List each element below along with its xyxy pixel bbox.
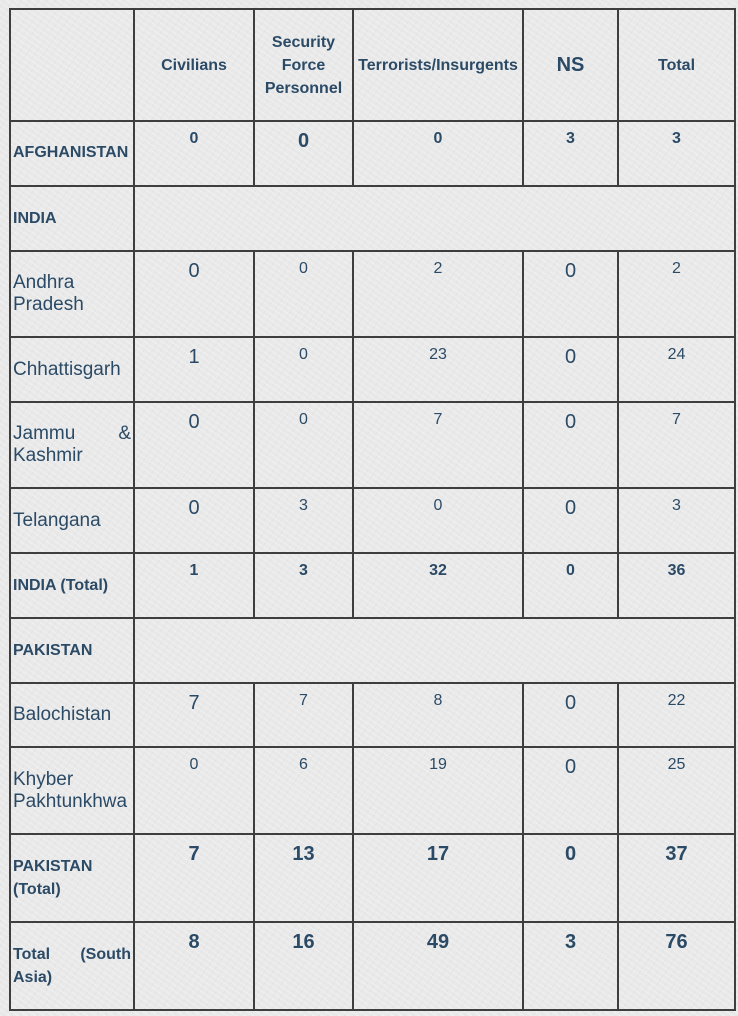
row-label: Jammu & Kashmir [10,402,134,488]
table-row [10,121,735,186]
ns-cell: 0 [523,337,618,402]
total-cell: 37 [618,834,735,922]
civilians-cell: 0 [134,402,254,488]
sfp-cell: 0 [254,251,353,337]
civilians-cell: 1 [134,337,254,402]
sfp-cell: 0 [254,337,353,402]
table-row [10,402,735,488]
fatalities-table [9,8,736,1011]
civilians-cell: 0 [134,121,254,186]
total-cell: 22 [618,683,735,747]
table-row [10,834,735,922]
civilians-cell: 8 [134,922,254,1010]
sfp-cell: 0 [254,402,353,488]
header-terrorists-insurgents: Terrorists/Insurgents [353,9,523,121]
ns-cell: 0 [523,402,618,488]
ns-cell: 0 [523,747,618,834]
total-cell: 76 [618,922,735,1010]
terrorists-cell: 8 [353,683,523,747]
total-cell: 2 [618,251,735,337]
table-row [10,747,735,834]
terrorists-cell: 7 [353,402,523,488]
table-row [10,683,735,747]
header-sfp-line2: Force [281,56,326,74]
total-cell: 3 [618,488,735,553]
table-row [10,553,735,618]
sfp-cell: 7 [254,683,353,747]
header-region [10,9,134,121]
terrorists-cell: 0 [353,488,523,553]
terrorists-cell: 32 [353,553,523,618]
terrorists-cell: 2 [353,251,523,337]
sfp-cell: 3 [254,488,353,553]
civilians-cell: 0 [134,747,254,834]
ns-cell: 3 [523,922,618,1010]
civilians-cell: 7 [134,834,254,922]
ns-cell: 0 [523,683,618,747]
total-cell: 25 [618,747,735,834]
sfp-cell: 16 [254,922,353,1010]
terrorists-cell: 17 [353,834,523,922]
civilians-cell: 1 [134,553,254,618]
ns-cell: 0 [523,553,618,618]
row-label: INDIA [10,186,134,251]
total-cell: 36 [618,553,735,618]
sfp-cell: 0 [254,121,353,186]
header-total: Total [618,9,735,121]
row-label: Balochistan [10,683,134,747]
header-sfp-line1: Security [271,33,336,51]
section-row-india [10,186,735,251]
total-cell: 7 [618,402,735,488]
table-row [10,488,735,553]
header-row [10,9,735,121]
row-label: AFGHANISTAN [10,121,134,186]
table-row [10,337,735,402]
row-label: Andhra Pradesh [10,251,134,337]
ns-cell: 0 [523,834,618,922]
civilians-cell: 7 [134,683,254,747]
sfp-cell: 3 [254,553,353,618]
section-spacer [134,618,735,683]
table-row [10,922,735,1010]
header-security-force-personnel [254,9,353,121]
row-label: INDIA (Total) [10,553,134,618]
civilians-cell: 0 [134,251,254,337]
total-cell: 24 [618,337,735,402]
row-label: Chhattisgarh [10,337,134,402]
row-label: PAKISTAN [10,618,134,683]
row-label: Khyber Pakhtunkhwa [10,747,134,834]
ns-cell: 3 [523,121,618,186]
terrorists-cell: 23 [353,337,523,402]
header-ns: NS [523,9,618,121]
sfp-cell: 13 [254,834,353,922]
total-cell: 3 [618,121,735,186]
sfp-cell: 6 [254,747,353,834]
terrorists-cell: 19 [353,747,523,834]
header-sfp-line3: Personnel [264,79,343,97]
row-label: PAKISTAN (Total) [10,834,134,922]
ns-cell: 0 [523,488,618,553]
terrorists-cell: 49 [353,922,523,1010]
section-row-pakistan [10,618,735,683]
row-label: Total (South Asia) [10,922,134,1010]
header-civilians: Civilians [134,9,254,121]
civilians-cell: 0 [134,488,254,553]
section-spacer [134,186,735,251]
terrorists-cell: 0 [353,121,523,186]
table-row [10,251,735,337]
ns-cell: 0 [523,251,618,337]
row-label: Telangana [10,488,134,553]
